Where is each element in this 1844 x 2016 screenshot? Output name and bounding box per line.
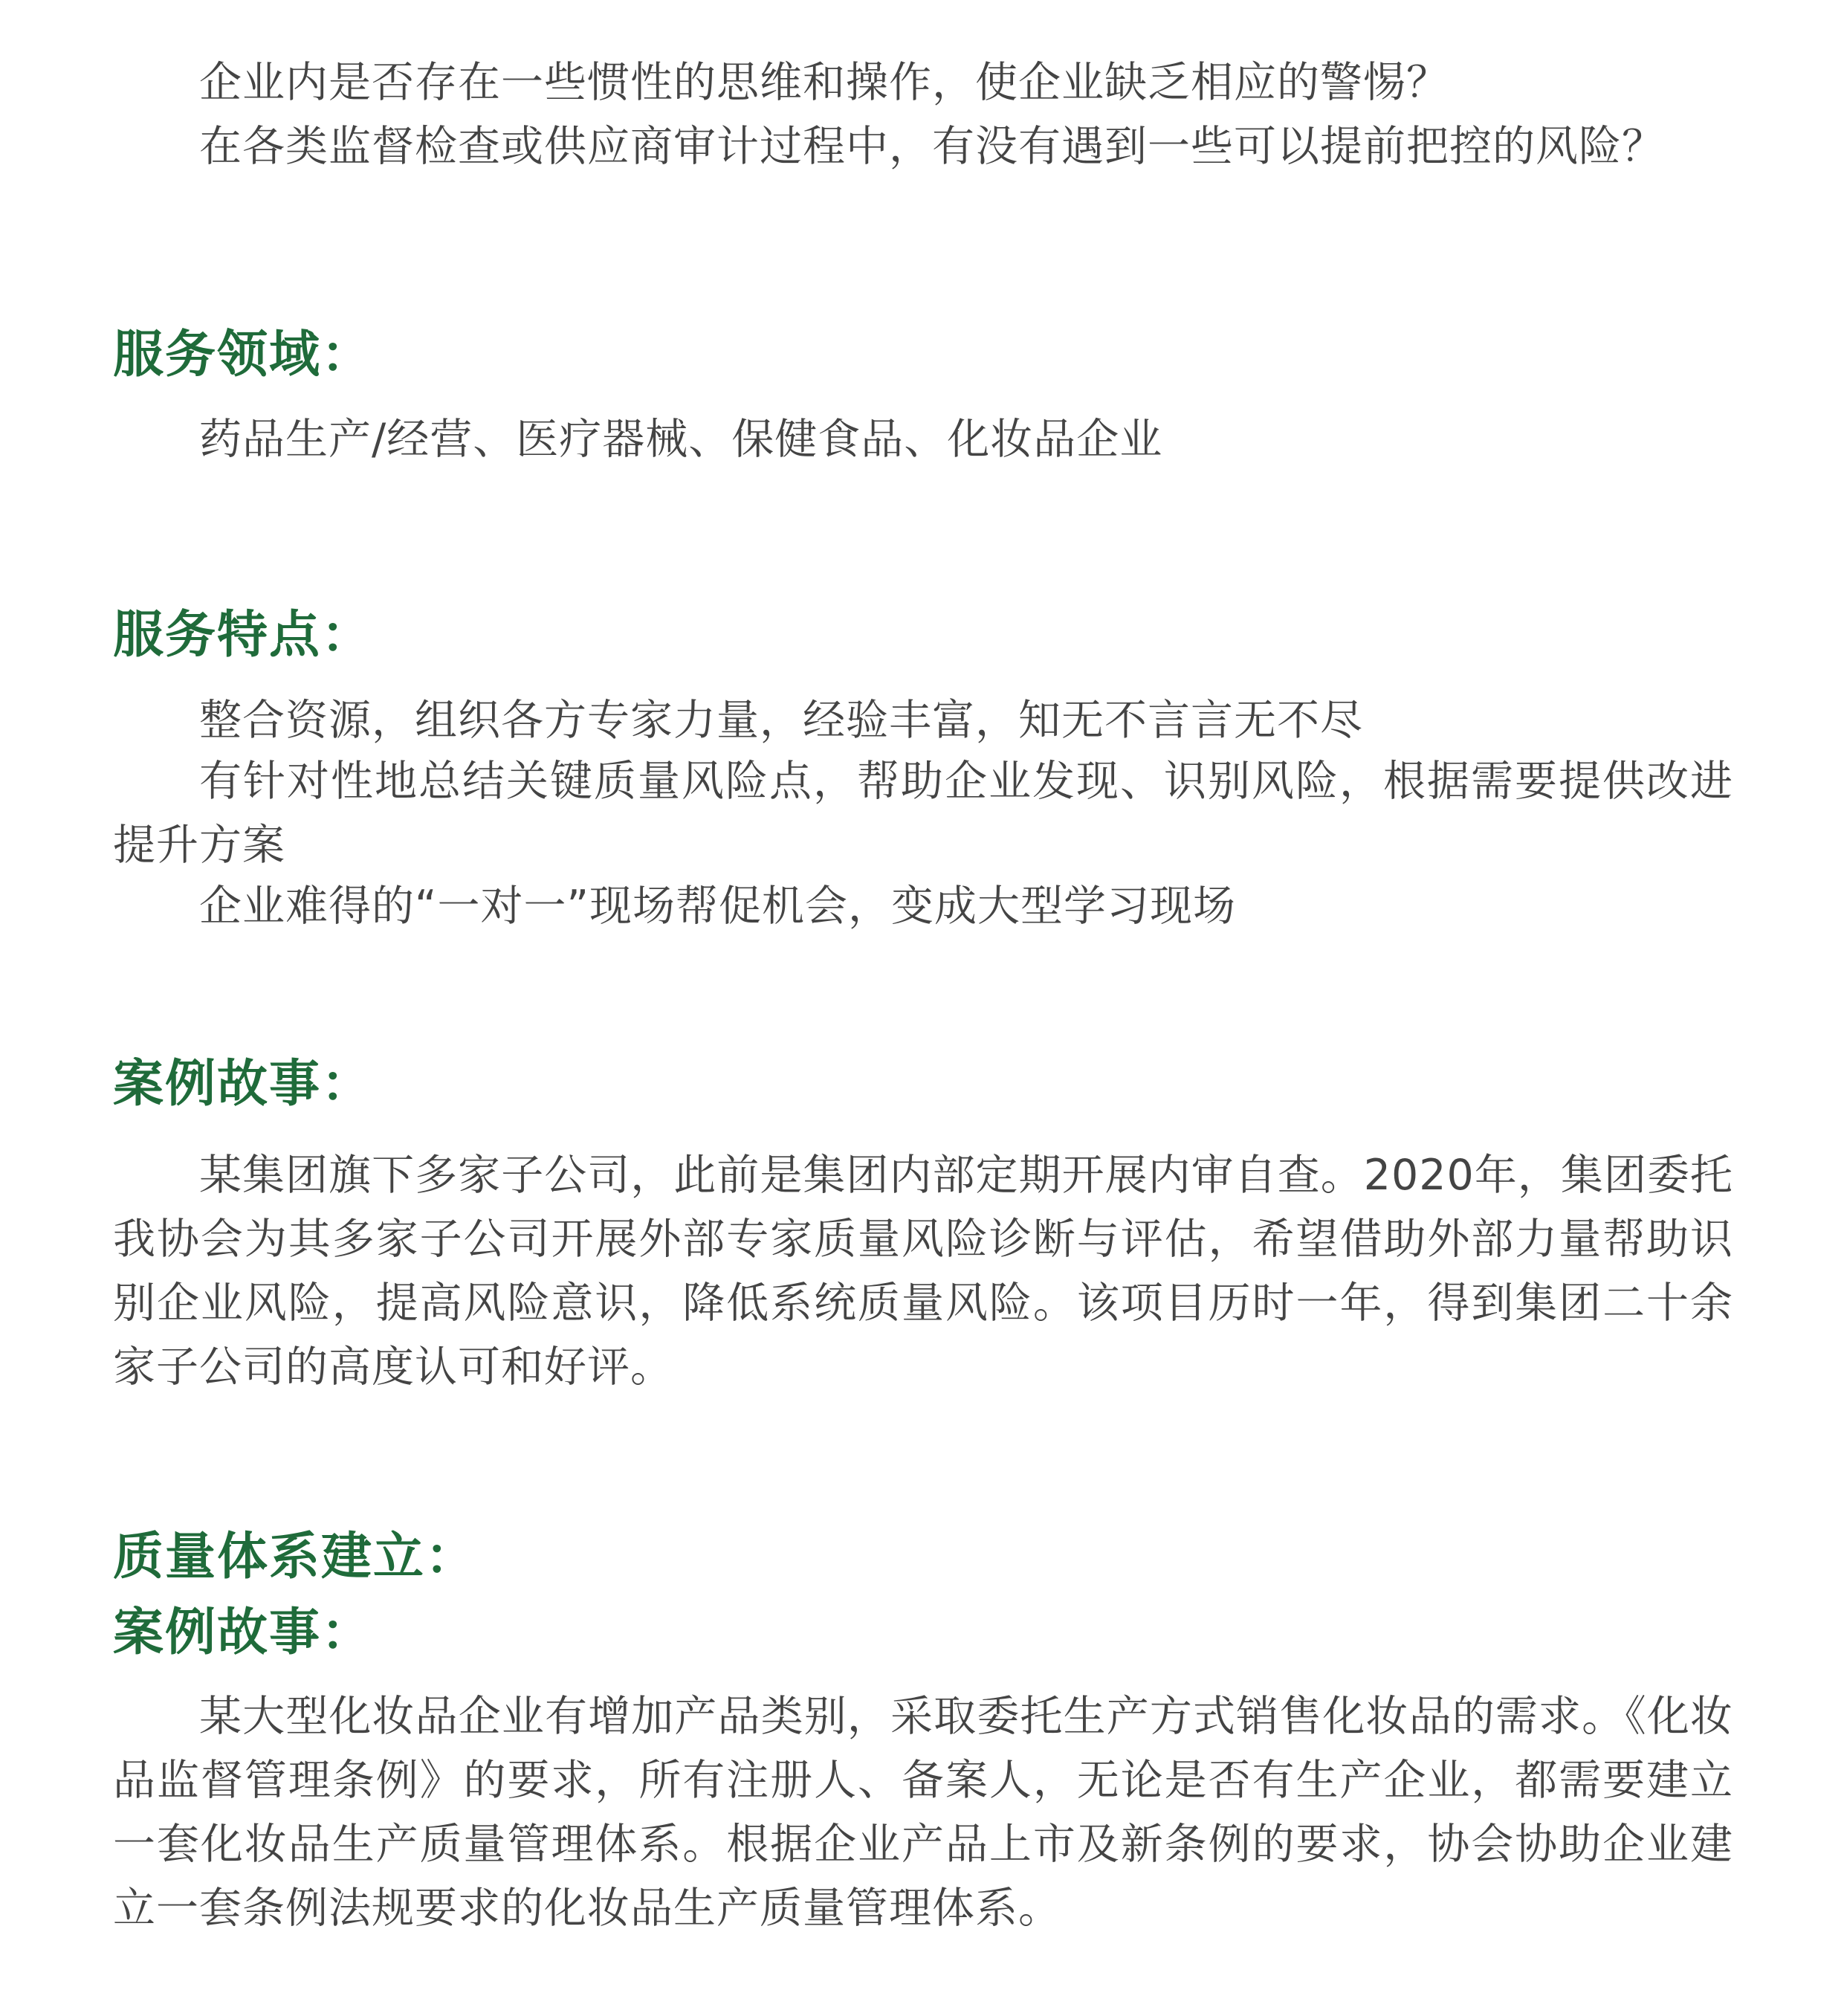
service-scope-heading: 服务领域： <box>113 326 374 384</box>
service-feature-item: 整合资源，组织各方专家力量，经验丰富，知无不言言无不尽 <box>199 696 1363 745</box>
intro-question-2: 在各类监督检查或供应商审计过程中，有没有遇到一些可以提前把控的风险？ <box>199 122 1665 171</box>
quality-system-case-text: 某大型化妆品企业有增加产品类别，采取委托生产方式销售化妆品的需求。《化妆品监督管理条例》的要求，所有注册人、备案人，无论是否有生产企业，都需要建立一套化妆品生产质量管理体系。根据企业产品上市及新条例的要求，协会协助企业建立一套条例法规要求的化妆品生产质量管理体系。 <box>113 1692 1733 1933</box>
quality-system-case-heading: 案例故事： <box>113 1603 374 1662</box>
service-scope-text: 药品生产/经营、医疗器械、保健食品、化妆品企业 <box>199 415 1163 464</box>
service-feature-item: 企业难得的“一对一”现场帮促机会，变成大型学习现场 <box>199 882 1237 931</box>
quality-system-heading: 质量体系建立： <box>113 1528 478 1586</box>
service-feature-item: 有针对性地总结关键质量风险点，帮助企业发现、识别风险，根据需要提供改进提升方案 <box>113 757 1733 870</box>
intro-question-1: 企业内是否存在一些惯性的思维和操作，使企业缺乏相应的警惕？ <box>199 58 1449 107</box>
case-story-text: 某集团旗下多家子公司，此前是集团内部定期开展内审自查。2020年，集团委托我协会为其多家子公司开展外部专家质量风险诊断与评估，希望借助外部力量帮助识别企业风险，提高风险意识，降低系统质量风险。该项目历时一年，得到集团二十余家子公司的高度认可和好评。 <box>113 1151 1733 1392</box>
service-features-heading: 服务特点： <box>113 606 374 665</box>
case-story-heading: 案例故事： <box>113 1055 374 1114</box>
